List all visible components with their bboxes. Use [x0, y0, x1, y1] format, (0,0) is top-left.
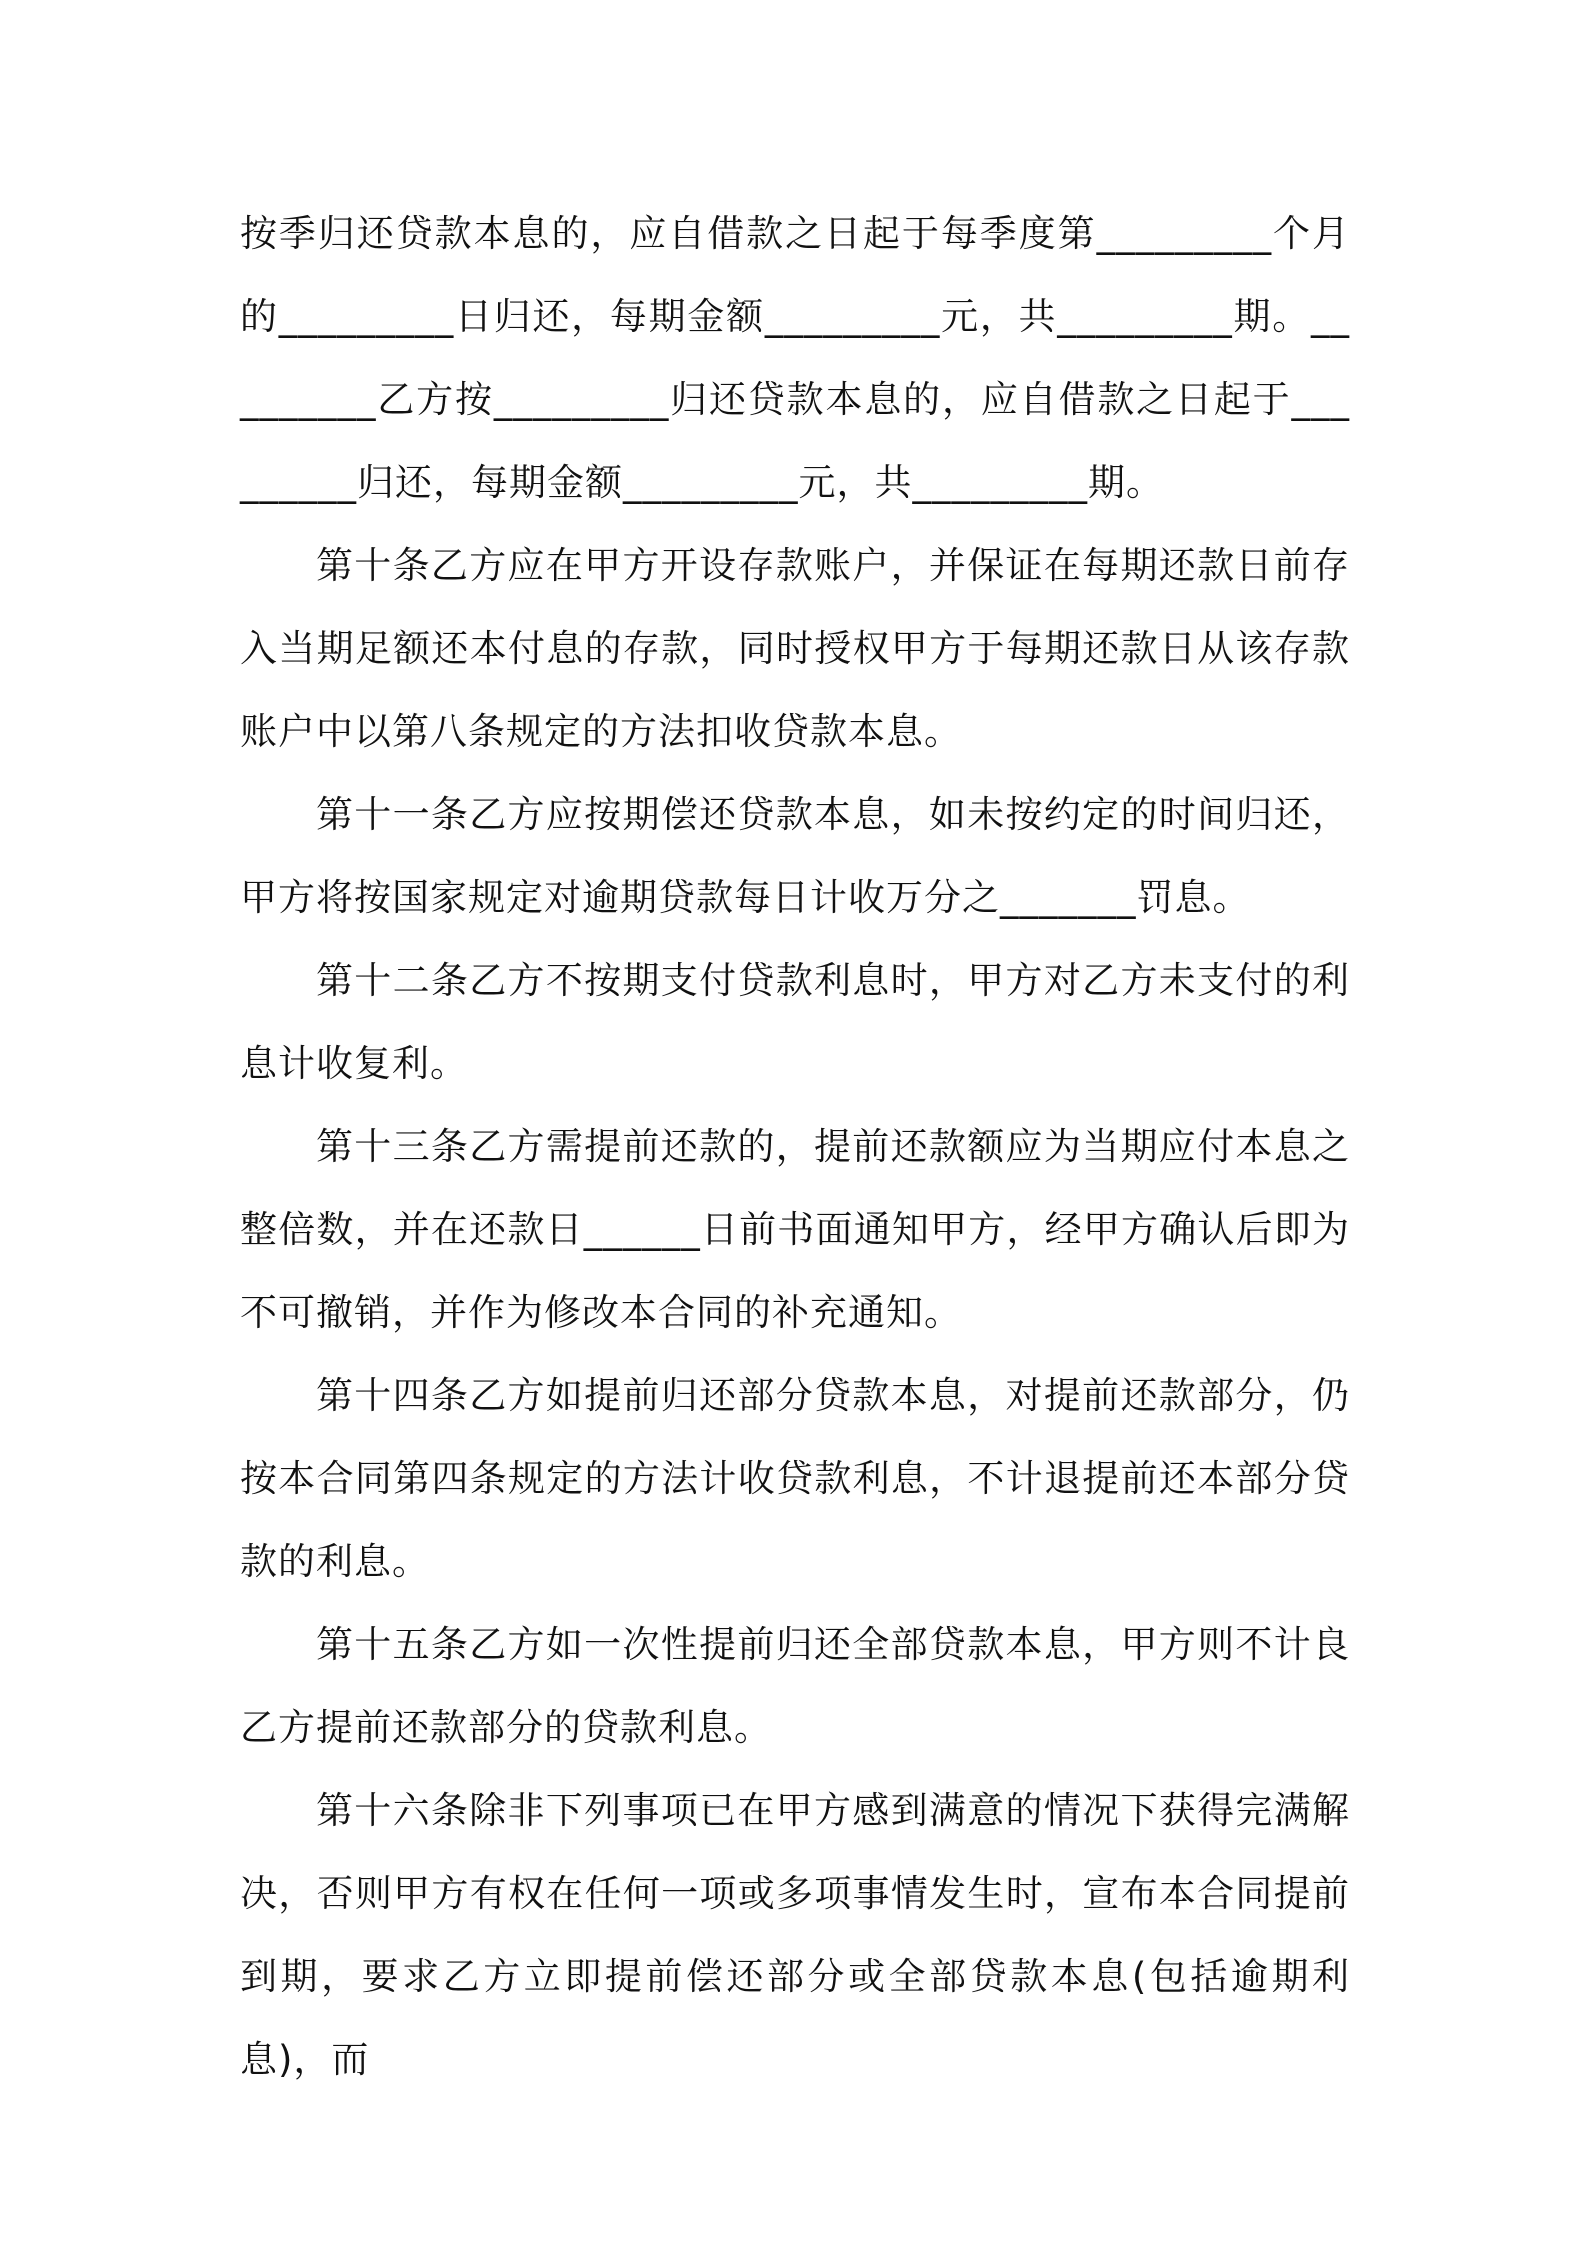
paragraph-article-14: 第十四条乙方如提前归还部分贷款本息，对提前还款部分，仍按本合同第四条规定的方法计收贷款利息，不计退提前还本部分贷款的利息。 — [240, 1374, 1350, 1583]
paragraph-article-12: 第十二条乙方不按期支付贷款利息时，甲方对乙方未支付的利息计收复利。 — [240, 959, 1350, 1085]
paragraph-article-10: 第十条乙方应在甲方开设存款账户，并保证在每期还款日前存入当期足额还本付息的存款，同时授权甲方于每期还款日从该存款账户中以第八条规定的方法扣收贷款本息。 — [240, 544, 1350, 753]
paragraph-article-11: 第十一条乙方应按期偿还贷款本息，如未按约定的时间归还，甲方将按国家规定对逾期贷款每日计收万分之_______罚息。 — [240, 793, 1350, 919]
paragraph-article-15: 第十五条乙方如一次性提前归还全部贷款本息，甲方则不计良乙方提前还款部分的贷款利息。 — [240, 1623, 1350, 1749]
document-body — [240, 192, 1350, 2101]
paragraph-article-16: 第十六条除非下列事项已在甲方感到满意的情况下获得完满解决，否则甲方有权在任何一项或多项事情发生时，宣布本合同提前到期，要求乙方立即提前偿还部分或全部贷款本息(包括逾期利息)，而 — [240, 1789, 1350, 2081]
paragraph-article-13: 第十三条乙方需提前还款的，提前还款额应为当期应付本息之整倍数，并在还款日______日前书面通知甲方，经甲方确认后即为不可撤销，并作为修改本合同的补充通知。 — [240, 1125, 1350, 1334]
paragraph-installment-repayment: 按季归还贷款本息的，应自借款之日起于每季度第_________个月的_________日归还，每期金额_________元，共_________期。_________乙方按_________归还贷款本息的，应自借款之日起于_________归还，每期金额_________元，共_________期。 — [240, 212, 1350, 504]
